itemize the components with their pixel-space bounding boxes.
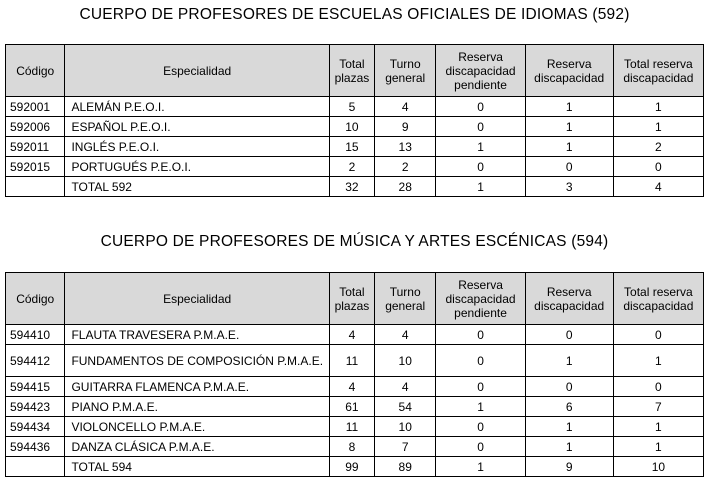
cell-reserva-pendiente: 0 [436, 157, 525, 177]
cell-total-label: TOTAL 594 [65, 457, 329, 477]
table-idiomas [5, 44, 704, 197]
totals-row [6, 177, 704, 197]
cell-turno-general: 2 [374, 157, 435, 177]
header-total-plazas: Total plazas [329, 273, 374, 325]
header-turno-general: Turno general [374, 45, 435, 97]
cell-reserva-discapacidad: 1 [525, 437, 613, 457]
table-row [6, 397, 704, 417]
cell-reserva-pendiente: 0 [436, 345, 525, 377]
cell-especialidad: PORTUGUÉS P.E.O.I. [65, 157, 329, 177]
table-musica [5, 272, 704, 477]
cell-total-plazas: 4 [329, 325, 374, 345]
cell-reserva-pendiente: 0 [436, 97, 525, 117]
cell-total-reserva: 7 [613, 397, 703, 417]
cell-total-reserva: 1 [613, 345, 703, 377]
cell-total-plazas: 15 [329, 137, 374, 157]
cell-turno-general: 4 [374, 97, 435, 117]
cell-especialidad: ESPAÑOL P.E.O.I. [65, 117, 329, 137]
cell-reserva-discapacidad: 0 [525, 325, 613, 345]
cell-reserva-pendiente: 1 [436, 397, 525, 417]
table-row [6, 97, 704, 117]
cell-reserva-pendiente: 1 [436, 137, 525, 157]
cell-codigo-empty [6, 177, 65, 197]
cell-total-plazas: 8 [329, 437, 374, 457]
cell-codigo: 594423 [6, 397, 65, 417]
cell-reserva-pendiente: 1 [436, 457, 525, 477]
cell-total-reserva: 2 [613, 137, 703, 157]
cell-codigo: 594410 [6, 325, 65, 345]
cell-reserva-pendiente: 0 [436, 117, 525, 137]
cell-reserva-pendiente: 0 [436, 325, 525, 345]
header-codigo: Código [6, 45, 65, 97]
header-total-reserva: Total reserva discapacidad [613, 45, 703, 97]
section-title-idiomas: CUERPO DE PROFESORES DE ESCUELAS OFICIALES DE IDIOMAS (592) [79, 6, 630, 23]
header-codigo: Código [6, 273, 65, 325]
header-turno-general: Turno general [374, 273, 435, 325]
table-row [6, 325, 704, 345]
cell-total-plazas: 10 [329, 117, 374, 137]
cell-codigo: 594436 [6, 437, 65, 457]
cell-codigo: 592001 [6, 97, 65, 117]
cell-turno-general: 4 [374, 325, 435, 345]
cell-reserva-discapacidad: 3 [525, 177, 613, 197]
cell-total-reserva: 0 [613, 157, 703, 177]
section-title-musica: CUERPO DE PROFESORES DE MÚSICA Y ARTES ESCÉNICAS (594) [100, 233, 609, 250]
header-total-plazas: Total plazas [329, 45, 374, 97]
header-reserva-pendiente: Reserva discapacidad pendiente [436, 45, 525, 97]
cell-reserva-pendiente: 1 [436, 177, 525, 197]
cell-total-plazas: 2 [329, 157, 374, 177]
cell-total-plazas: 61 [329, 397, 374, 417]
totals-row [6, 457, 704, 477]
cell-total-reserva: 4 [613, 177, 703, 197]
cell-reserva-pendiente: 0 [436, 437, 525, 457]
cell-codigo: 592015 [6, 157, 65, 177]
cell-especialidad: VIOLONCELLO P.M.A.E. [65, 417, 329, 437]
table-row [6, 345, 704, 377]
cell-turno-general: 89 [374, 457, 435, 477]
cell-reserva-discapacidad: 1 [525, 417, 613, 437]
cell-codigo: 592011 [6, 137, 65, 157]
cell-codigo: 594434 [6, 417, 65, 437]
cell-reserva-discapacidad: 1 [525, 117, 613, 137]
cell-total-reserva: 1 [613, 117, 703, 137]
table-row [6, 117, 704, 137]
cell-codigo: 594415 [6, 377, 65, 397]
cell-reserva-discapacidad: 9 [525, 457, 613, 477]
cell-especialidad: PIANO P.M.A.E. [65, 397, 329, 417]
cell-total-plazas: 11 [329, 417, 374, 437]
cell-reserva-pendiente: 0 [436, 417, 525, 437]
cell-total-plazas: 32 [329, 177, 374, 197]
cell-total-reserva: 0 [613, 325, 703, 345]
cell-turno-general: 10 [374, 417, 435, 437]
header-reserva-discapacidad: Reserva discapacidad [525, 45, 613, 97]
cell-reserva-pendiente: 0 [436, 377, 525, 397]
cell-total-reserva: 10 [613, 457, 703, 477]
cell-codigo: 594412 [6, 345, 65, 377]
table-row [6, 377, 704, 397]
cell-reserva-discapacidad: 0 [525, 377, 613, 397]
cell-turno-general: 7 [374, 437, 435, 457]
header-total-reserva: Total reserva discapacidad [613, 273, 703, 325]
cell-total-reserva: 1 [613, 97, 703, 117]
cell-especialidad: ALEMÁN P.E.O.I. [65, 97, 329, 117]
cell-turno-general: 13 [374, 137, 435, 157]
cell-especialidad: DANZA CLÁSICA P.M.A.E. [65, 437, 329, 457]
cell-reserva-discapacidad: 0 [525, 157, 613, 177]
cell-reserva-discapacidad: 6 [525, 397, 613, 417]
cell-total-plazas: 11 [329, 345, 374, 377]
cell-reserva-discapacidad: 1 [525, 137, 613, 157]
cell-turno-general: 9 [374, 117, 435, 137]
cell-especialidad: FUNDAMENTOS DE COMPOSICIÓN P.M.A.E. [65, 345, 329, 377]
table-row [6, 157, 704, 177]
header-reserva-discapacidad: Reserva discapacidad [525, 273, 613, 325]
cell-turno-general: 54 [374, 397, 435, 417]
cell-especialidad: GUITARRA FLAMENCA P.M.A.E. [65, 377, 329, 397]
table-row [6, 137, 704, 157]
cell-especialidad: INGLÉS P.E.O.I. [65, 137, 329, 157]
table-row [6, 437, 704, 457]
header-especialidad: Especialidad [65, 273, 329, 325]
header-row [6, 273, 704, 325]
cell-total-reserva: 1 [613, 437, 703, 457]
cell-total-label: TOTAL 592 [65, 177, 329, 197]
cell-total-plazas: 99 [329, 457, 374, 477]
cell-turno-general: 28 [374, 177, 435, 197]
cell-turno-general: 4 [374, 377, 435, 397]
cell-reserva-discapacidad: 1 [525, 97, 613, 117]
header-reserva-pendiente: Reserva discapacidad pendiente [436, 273, 525, 325]
cell-codigo-empty [6, 457, 65, 477]
cell-especialidad: FLAUTA TRAVESERA P.M.A.E. [65, 325, 329, 345]
cell-codigo: 592006 [6, 117, 65, 137]
cell-turno-general: 10 [374, 345, 435, 377]
table-row [6, 417, 704, 437]
header-especialidad: Especialidad [65, 45, 329, 97]
header-row [6, 45, 704, 97]
cell-total-plazas: 4 [329, 377, 374, 397]
cell-reserva-discapacidad: 1 [525, 345, 613, 377]
cell-total-reserva: 0 [613, 377, 703, 397]
cell-total-plazas: 5 [329, 97, 374, 117]
cell-total-reserva: 1 [613, 417, 703, 437]
